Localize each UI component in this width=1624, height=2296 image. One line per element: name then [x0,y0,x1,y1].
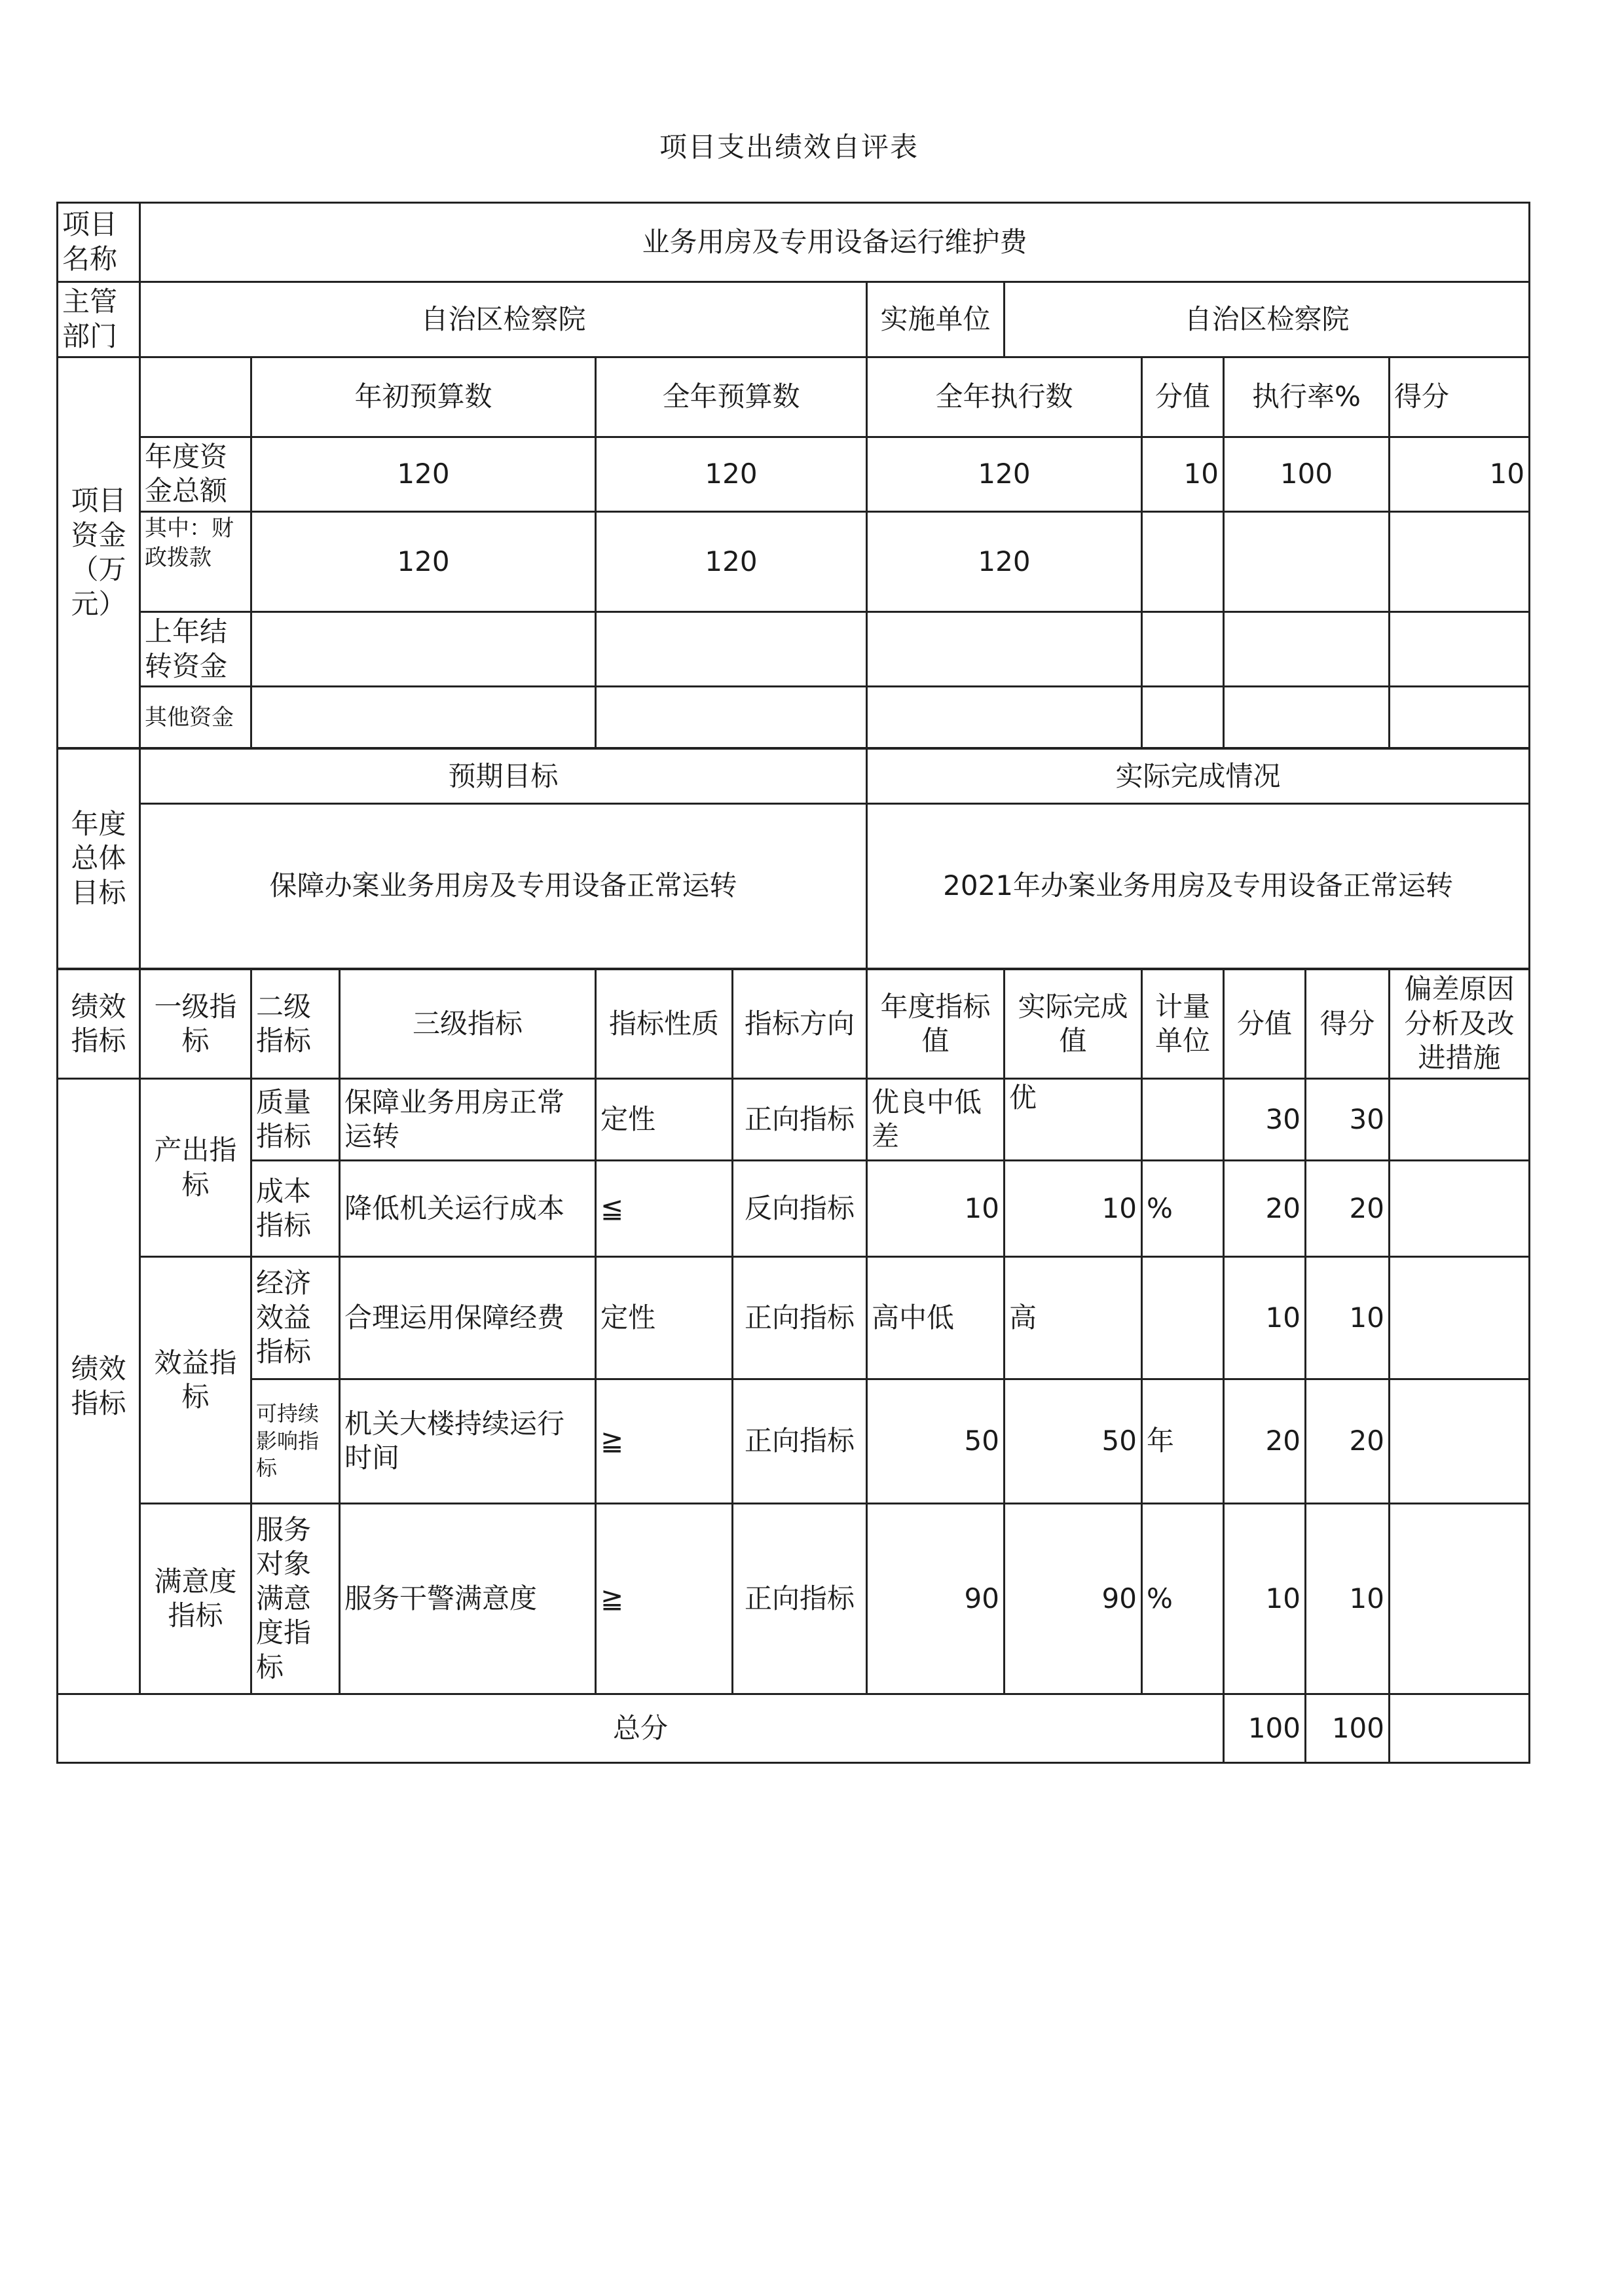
funds-cell [1224,512,1390,612]
funds-cell: 120 [251,512,596,612]
ind-header-section: 绩效指标 [58,969,140,1079]
ind-deviation-cell [1390,1379,1530,1503]
project-name-value: 业务用房及专用设备运行维护费 [140,203,1530,282]
ind-level3-cell: 机关大楼持续运行时间 [340,1379,596,1503]
ind-score-value-cell: 10 [1224,1504,1306,1694]
ind-score-cell: 20 [1306,1161,1390,1257]
ind-actual-cell: 优 [1005,1079,1142,1161]
ind-unit-cell [1142,1257,1224,1379]
impl-value: 自治区检察院 [1005,282,1530,357]
funds-header-initial-budget: 年初预算数 [251,357,596,437]
page-title: 项目支出绩效自评表 [659,131,919,163]
funds-header-exec-rate: 执行率% [1224,357,1390,437]
ind-direction-cell: 正向指标 [733,1504,867,1694]
total-deviation [1390,1694,1530,1763]
ind-nature-cell: ≧ [596,1504,733,1694]
funds-cell [1390,687,1530,749]
ind-score-cell: 10 [1306,1257,1390,1379]
goals-expected-header: 预期目标 [140,748,867,804]
project-name-row [58,203,1530,282]
ind-unit-cell [1142,1079,1224,1161]
ind-header-actual: 实际完成值 [1005,969,1142,1079]
indicator-row [58,1257,1530,1379]
ind-direction-cell: 正向指标 [733,1079,867,1161]
indicator-row [58,1379,1530,1503]
funds-cell: 120 [867,512,1142,612]
department-row [58,282,1530,357]
ind-level3-cell: 降低机关运行成本 [340,1161,596,1257]
ind-score-cell: 10 [1306,1504,1390,1694]
funds-cell [867,687,1142,749]
goals-label: 年度总体目标 [58,748,140,968]
ind-direction-cell: 正向指标 [733,1257,867,1379]
funds-cell [867,612,1142,687]
indicator-row [58,1079,1530,1161]
ind-unit-cell: 年 [1142,1379,1224,1503]
goals-actual-text: 2021年办案业务用房及专用设备正常运转 [867,804,1530,969]
funds-cell [1224,612,1390,687]
ind-direction-cell: 正向指标 [733,1379,867,1503]
funds-cell: 120 [251,437,596,512]
funds-row-label: 年度资金总额 [140,437,251,512]
ind-level1-cell: 产出指标 [140,1079,251,1257]
ind-level2-cell: 经济效益指标 [251,1257,340,1379]
funds-cell [251,612,596,687]
ind-header-score-value: 分值 [1224,969,1306,1079]
funds-header-annual-budget: 全年预算数 [596,357,867,437]
evaluation-table [56,202,1530,1764]
ind-unit-cell: % [1142,1161,1224,1257]
ind-deviation-cell [1390,1161,1530,1257]
ind-direction-cell: 反向指标 [733,1161,867,1257]
ind-actual-cell: 高 [1005,1257,1142,1379]
total-label: 总分 [58,1694,1224,1763]
funds-cell [251,687,596,749]
funds-header-row [58,357,1530,437]
funds-header-executed: 全年执行数 [867,357,1142,437]
ind-actual-cell: 90 [1005,1504,1142,1694]
funds-cell: 120 [867,437,1142,512]
ind-header-level2: 二级指标 [251,969,340,1079]
funds-row [58,687,1530,749]
ind-target-cell: 90 [867,1504,1005,1694]
ind-level3-cell: 保障业务用房正常运转 [340,1079,596,1161]
ind-level1-cell: 满意度指标 [140,1504,251,1694]
ind-level3-cell: 服务干警满意度 [340,1504,596,1694]
ind-header-nature: 指标性质 [596,969,733,1079]
funds-header-score-value: 分值 [1142,357,1224,437]
ind-nature-cell: ≧ [596,1379,733,1503]
ind-header-target: 年度指标值 [867,969,1005,1079]
ind-nature-cell: 定性 [596,1079,733,1161]
ind-level1-cell: 效益指标 [140,1257,251,1504]
ind-score-value-cell: 30 [1224,1079,1306,1161]
ind-section-label: 绩效指标 [58,1079,140,1694]
funds-label: 项目资金（万元） [58,357,140,748]
ind-header-direction: 指标方向 [733,969,867,1079]
ind-header-unit: 计量单位 [1142,969,1224,1079]
total-score: 100 [1306,1694,1390,1763]
funds-cell: 100 [1224,437,1390,512]
indicator-row [58,1161,1530,1257]
funds-row-label: 上年结转资金 [140,612,251,687]
goals-header-row [58,748,1530,804]
funds-cell: 10 [1390,437,1530,512]
total-score-value: 100 [1224,1694,1306,1763]
funds-cell [596,687,867,749]
goals-actual-header: 实际完成情况 [867,748,1530,804]
funds-cell [1142,687,1224,749]
ind-score-value-cell: 20 [1224,1161,1306,1257]
ind-nature-cell: 定性 [596,1257,733,1379]
indicator-row [58,1504,1530,1694]
funds-row-label: 其他资金 [140,687,251,749]
funds-cell: 120 [596,437,867,512]
ind-score-value-cell: 20 [1224,1379,1306,1503]
funds-row [58,512,1530,612]
funds-cell [1142,512,1224,612]
ind-unit-cell: % [1142,1504,1224,1694]
ind-score-value-cell: 10 [1224,1257,1306,1379]
ind-score-cell: 30 [1306,1079,1390,1161]
goals-content-row [58,804,1530,969]
indicators-header-row [58,969,1530,1079]
ind-target-cell: 高中低 [867,1257,1005,1379]
funds-cell [596,612,867,687]
funds-cell: 10 [1142,437,1224,512]
impl-label: 实施单位 [867,282,1005,357]
funds-cell [1142,612,1224,687]
funds-row [58,437,1530,512]
dept-label: 主管部门 [58,282,140,357]
funds-corner-cell [140,357,251,437]
ind-header-deviation: 偏差原因分析及改进措施 [1390,969,1530,1079]
ind-actual-cell: 50 [1005,1379,1142,1503]
ind-level3-cell: 合理运用保障经费 [340,1257,596,1379]
ind-deviation-cell [1390,1504,1530,1694]
ind-nature-cell: ≦ [596,1161,733,1257]
ind-level2-cell: 服务对象满意度指标 [251,1504,340,1694]
project-name-label: 项目名称 [58,203,140,282]
funds-cell [1390,512,1530,612]
ind-score-cell: 20 [1306,1379,1390,1503]
funds-row-label: 其中：财政拨款 [140,512,251,612]
dept-value: 自治区检察院 [140,282,867,357]
ind-target-cell: 10 [867,1161,1005,1257]
goals-expected-text: 保障办案业务用房及专用设备正常运转 [140,804,867,969]
ind-header-score: 得分 [1306,969,1390,1079]
ind-header-level1: 一级指标 [140,969,251,1079]
ind-target-cell: 优良中低差 [867,1079,1005,1161]
ind-target-cell: 50 [867,1379,1005,1503]
ind-deviation-cell [1390,1079,1530,1161]
funds-header-score: 得分 [1390,357,1530,437]
funds-row [58,612,1530,687]
ind-level2-cell: 成本指标 [251,1161,340,1257]
ind-header-level3: 三级指标 [340,969,596,1079]
ind-level2-cell: 质量指标 [251,1079,340,1161]
ind-actual-cell: 10 [1005,1161,1142,1257]
funds-cell [1224,687,1390,749]
ind-level2-cell: 可持续影响指标 [251,1379,340,1503]
funds-cell [1390,612,1530,687]
ind-deviation-cell [1390,1257,1530,1379]
funds-cell: 120 [596,512,867,612]
total-row [58,1694,1530,1763]
